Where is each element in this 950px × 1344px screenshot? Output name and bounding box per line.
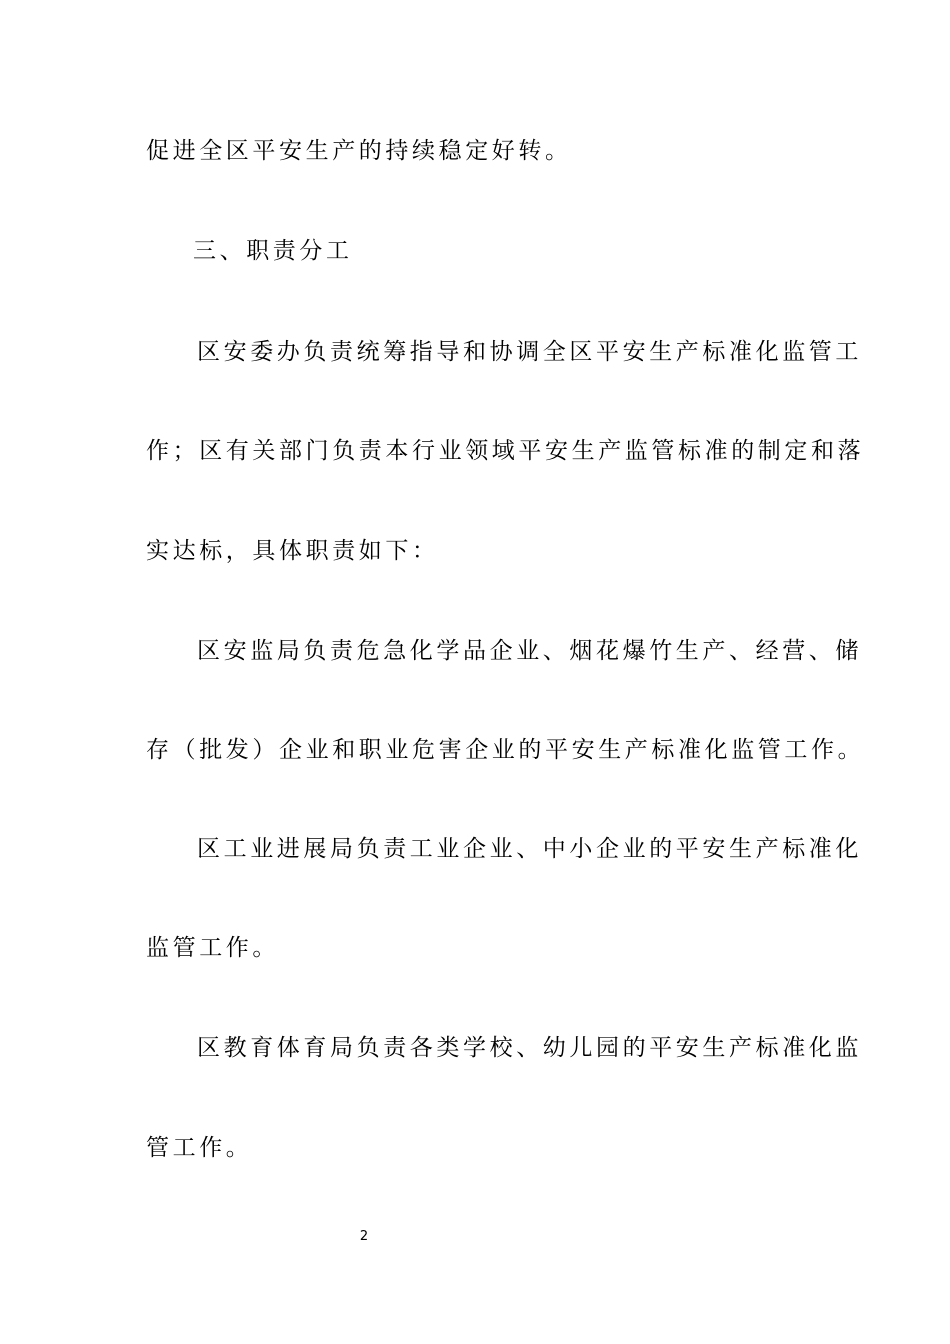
paragraph-line: 区工业进展局负责工业企业、中小企业的平安生产标准化 — [197, 836, 862, 862]
paragraph-line: 实达标，具体职责如下： — [146, 538, 439, 564]
paragraph-line: 区教育体育局负责各类学校、幼儿园的平安生产标准化监 — [197, 1035, 862, 1061]
paragraph-line: 监管工作。 — [146, 935, 279, 961]
paragraph-line: 作；区有关部门负责本行业领域平安生产监管标准的制定和落 — [146, 438, 865, 464]
paragraph-line: 管工作。 — [146, 1135, 253, 1161]
paragraph-line: 区安委办负责统筹指导和协调全区平安生产标准化监管工 — [197, 339, 862, 365]
paragraph-line: 存（批发）企业和职业危害企业的平安生产标准化监管工作。 — [146, 737, 865, 763]
page-number: 2 — [359, 1229, 369, 1244]
paragraph-line: 促进全区平安生产的持续稳定好转。 — [146, 138, 572, 164]
paragraph-line: 区安监局负责危急化学品企业、烟花爆竹生产、经营、储 — [197, 638, 862, 664]
section-heading: 三、职责分工 — [193, 238, 353, 264]
